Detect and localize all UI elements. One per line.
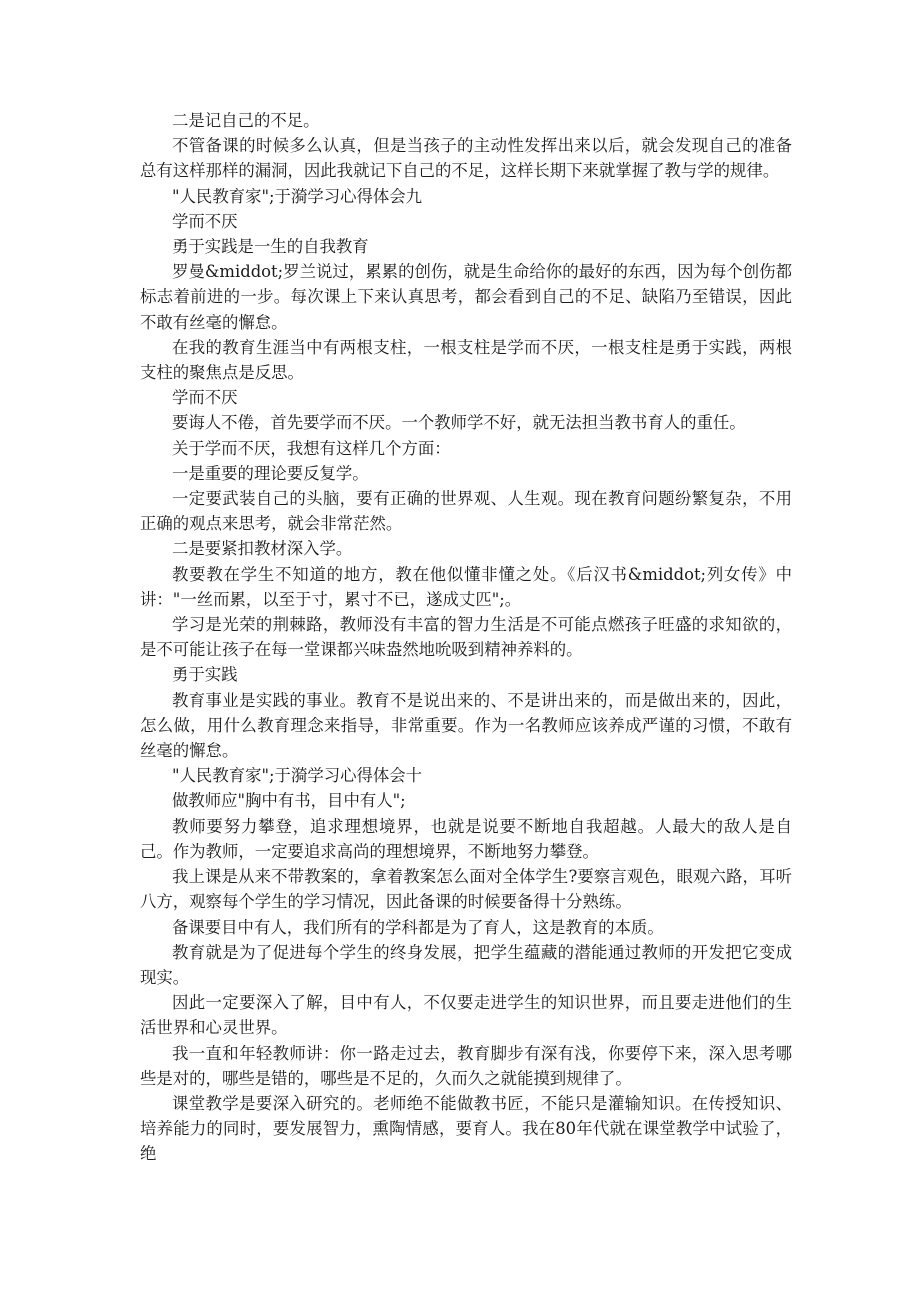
paragraph: 教要教在学生不知道的地方，教在他似懂非懂之处。《后汉书&middot;列女传》中讲："一丝而累，以至于寸，累寸不已，遂成丈匹";。 xyxy=(140,564,792,609)
paragraph: 在我的教育生涯当中有两根支柱，一根支柱是学而不厌，一根支柱是勇于实践，两根支柱的聚焦点是反思。 xyxy=(140,337,792,383)
section-title: "人民教育家";于漪学习心得体会九 xyxy=(172,186,423,206)
paragraph: 不管备课的时候多么认真，但是当孩子的主动性发挥出来以后，就会发现自己的准备总有这样那样的漏洞，因此我就记下自己的不足，这样长期下来就掌握了教与学的规律。 xyxy=(140,136,792,181)
paragraph: 二是记自己的不足。 xyxy=(172,111,320,130)
paragraph: 教师要努力攀登，追求理想境界，也就是说要不断地自我超越。人最大的敌人是自己。作为教师，一定要追求高尚的理想境界，不断地努力攀登。 xyxy=(140,816,792,861)
subheading: 勇于实践是一生的自我教育 xyxy=(172,237,369,257)
paragraph: 我上课是从来不带教案的，拿着教案怎么面对全体学生?要察言观色，眼观六路，耳听八方，观察每个学生的学习情况，因此备课的时候要备得十分熟练。 xyxy=(140,867,792,912)
paragraph: 要诲人不倦，首先要学而不厌。一个教师学不好，就无法担当教书育人的重任。 xyxy=(172,413,746,433)
document-page xyxy=(140,108,792,1167)
paragraph: 课堂教学是要深入研究的。老师绝不能做教书匠，不能只是灌输知识。在传授知识、培养能力的同时，要发展智力，熏陶情感，要育人。我在80年代就在课堂教学中试验了，绝 xyxy=(140,1093,792,1164)
paragraph: 罗曼&middot;罗兰说过，累累的创伤，就是生命给你的最好的东西，因为每个创伤都标志着前进的一步。每次课上下来认真思考，都会看到自己的不足、缺陷乃至错误，因此不敢有丝毫的懈怠。 xyxy=(140,262,792,332)
paragraph: 教育就是为了促进每个学生的终身发展，把学生蕴藏的潜能通过教师的开发把它变成现实。 xyxy=(140,942,792,987)
paragraph: 我一直和年轻教师讲：你一路走过去，教育脚步有深有浅，你要停下来，深入思考哪些是对的，哪些是错的，哪些是不足的，久而久之就能摸到规律了。 xyxy=(140,1043,792,1088)
subheading: 学而不厌 xyxy=(172,211,238,231)
paragraph: 二是要紧扣教材深入学。 xyxy=(172,539,353,559)
subheading: 勇于实践 xyxy=(172,665,238,685)
paragraph: 一定要武装自己的头脑，要有正确的世界观、人生观。现在教育问题纷繁复杂，不用正确的观点来思考，就会非常茫然。 xyxy=(140,489,792,534)
paragraph: 备课要目中有人，我们所有的学科都是为了育人，这是教育的本质。 xyxy=(172,917,664,937)
paragraph: 一是重要的理论要反复学。 xyxy=(172,463,369,483)
paragraph: 学习是光荣的荆棘路，教师没有丰富的智力生活是不可能点燃孩子旺盛的求知欲的，是不可能让孩子在每一堂课都兴味盎然地吮吸到精神养料的。 xyxy=(140,615,792,660)
subheading: 学而不厌 xyxy=(172,388,238,408)
paragraph: 因此一定要深入了解，目中有人，不仅要走进学生的知识世界，而且要走进他们的生活世界和心灵世界。 xyxy=(140,993,792,1038)
paragraph: 关于学而不厌，我想有这样几个方面： xyxy=(172,438,451,458)
subheading: 做教师应"胸中有书，目中有人"; xyxy=(172,791,406,811)
paragraph: 教育事业是实践的事业。教育不是说出来的、不是讲出来的，而是做出来的，因此，怎么做，用什么教育理念来指导，非常重要。作为一名教师应该养成严谨的习惯，不敢有丝毫的懈怠。 xyxy=(140,690,792,761)
section-title: "人民教育家";于漪学习心得体会十 xyxy=(172,766,423,786)
